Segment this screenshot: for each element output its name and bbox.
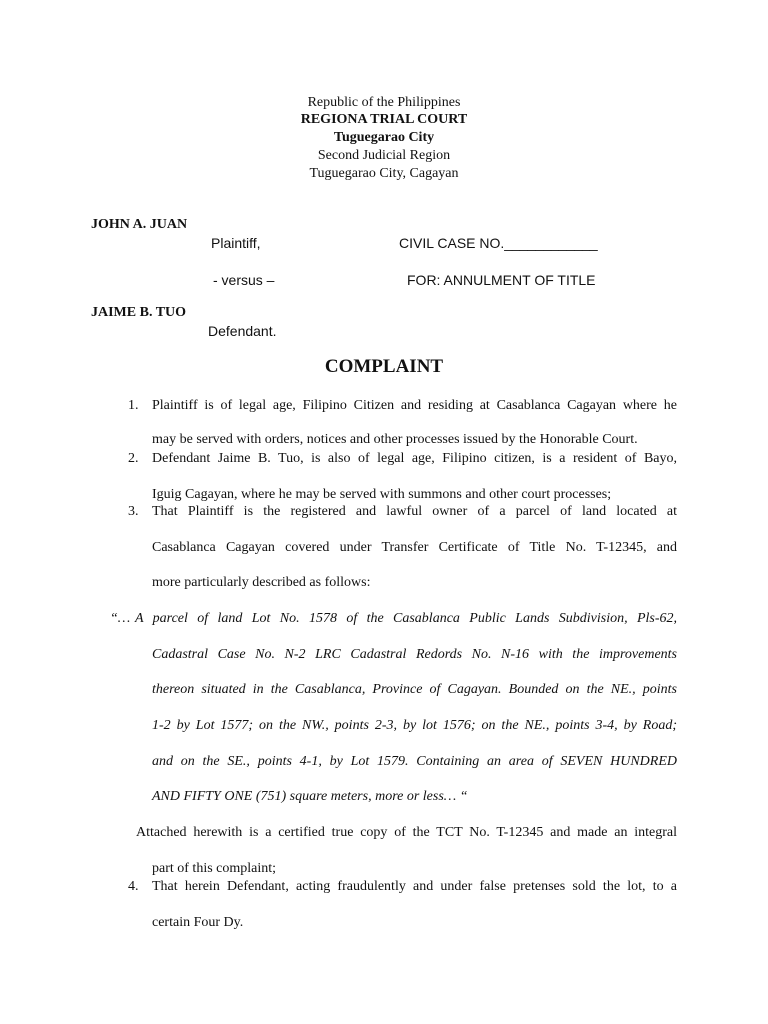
item-text-line: more particularly described as follows: bbox=[152, 575, 371, 590]
plaintiff-name: JOHN A. JUAN bbox=[91, 217, 188, 232]
defendant-label: Defendant. bbox=[208, 323, 277, 339]
item-number: 3. bbox=[128, 504, 139, 519]
plaintiff-label: Plaintiff, bbox=[211, 235, 261, 251]
item-text-line: That herein Defendant, acting fraudulently and under false pretenses sold the lot, to a bbox=[152, 879, 677, 894]
item-text-line: may be served with orders, notices and other processes issued by the Honorable Court. bbox=[152, 432, 638, 447]
item-text-line: Iguig Cagayan, where he may be served with summons and other court processes; bbox=[152, 487, 612, 502]
versus-label: - versus – bbox=[213, 272, 275, 288]
header-court: REGIONA TRIAL COURT bbox=[300, 112, 468, 127]
document-title: COMPLAINT bbox=[324, 356, 444, 377]
quote-line: and on the SE., points 4-1, by Lot 1579. Containing an area of SEVEN HUNDRED bbox=[152, 754, 677, 769]
civil-case-number: CIVIL CASE NO.____________ bbox=[399, 235, 598, 251]
quote-line: thereon situated in the Casablanca, Province of Cagayan. Bounded on the NE., points bbox=[152, 682, 677, 697]
quote-line: 1-2 by Lot 1577; on the NW., points 2-3, by lot 1576; on the NE., points 3-4, by Road; bbox=[152, 718, 677, 733]
header-country: Republic of the Philippines bbox=[307, 95, 461, 110]
item-text-line: That Plaintiff is the registered and lawful owner of a parcel of land located at bbox=[152, 504, 677, 519]
item-number: 4. bbox=[128, 879, 139, 894]
attached-note-line: Attached herewith is a certified true copy of the TCT No. T-12345 and made an integral bbox=[136, 825, 677, 840]
quote-line: A parcel of land Lot No. 1578 of the Casablanca Public Lands Subdivision, Pls-62, bbox=[135, 611, 677, 626]
quote-open-mark: “… bbox=[110, 611, 131, 626]
case-subject: FOR: ANNULMENT OF TITLE bbox=[407, 272, 596, 288]
header-region: Second Judicial Region bbox=[317, 148, 451, 163]
item-number: 2. bbox=[128, 451, 139, 466]
quote-line: Cadastral Case No. N-2 LRC Cadastral Redords No. N-16 with the improvements bbox=[152, 647, 677, 662]
item-number: 1. bbox=[128, 398, 139, 413]
item-text-line: Plaintiff is of legal age, Filipino Citizen and residing at Casablanca Cagayan where he bbox=[152, 398, 677, 413]
quote-line: AND FIFTY ONE (751) square meters, more or less… “ bbox=[152, 789, 468, 804]
defendant-name: JAIME B. TUO bbox=[91, 305, 187, 320]
header-location: Tuguegarao City, Cagayan bbox=[309, 166, 459, 181]
item-text-line: Casablanca Cagayan covered under Transfer Certificate of Title No. T-12345, and bbox=[152, 540, 677, 555]
item-text-line: Defendant Jaime B. Tuo, is also of legal age, Filipino citizen, is a resident of Bayo, bbox=[152, 451, 677, 466]
attached-note-line: part of this complaint; bbox=[152, 861, 277, 876]
header-city: Tuguegarao City bbox=[333, 130, 435, 145]
item-text-line: certain Four Dy. bbox=[152, 915, 244, 930]
